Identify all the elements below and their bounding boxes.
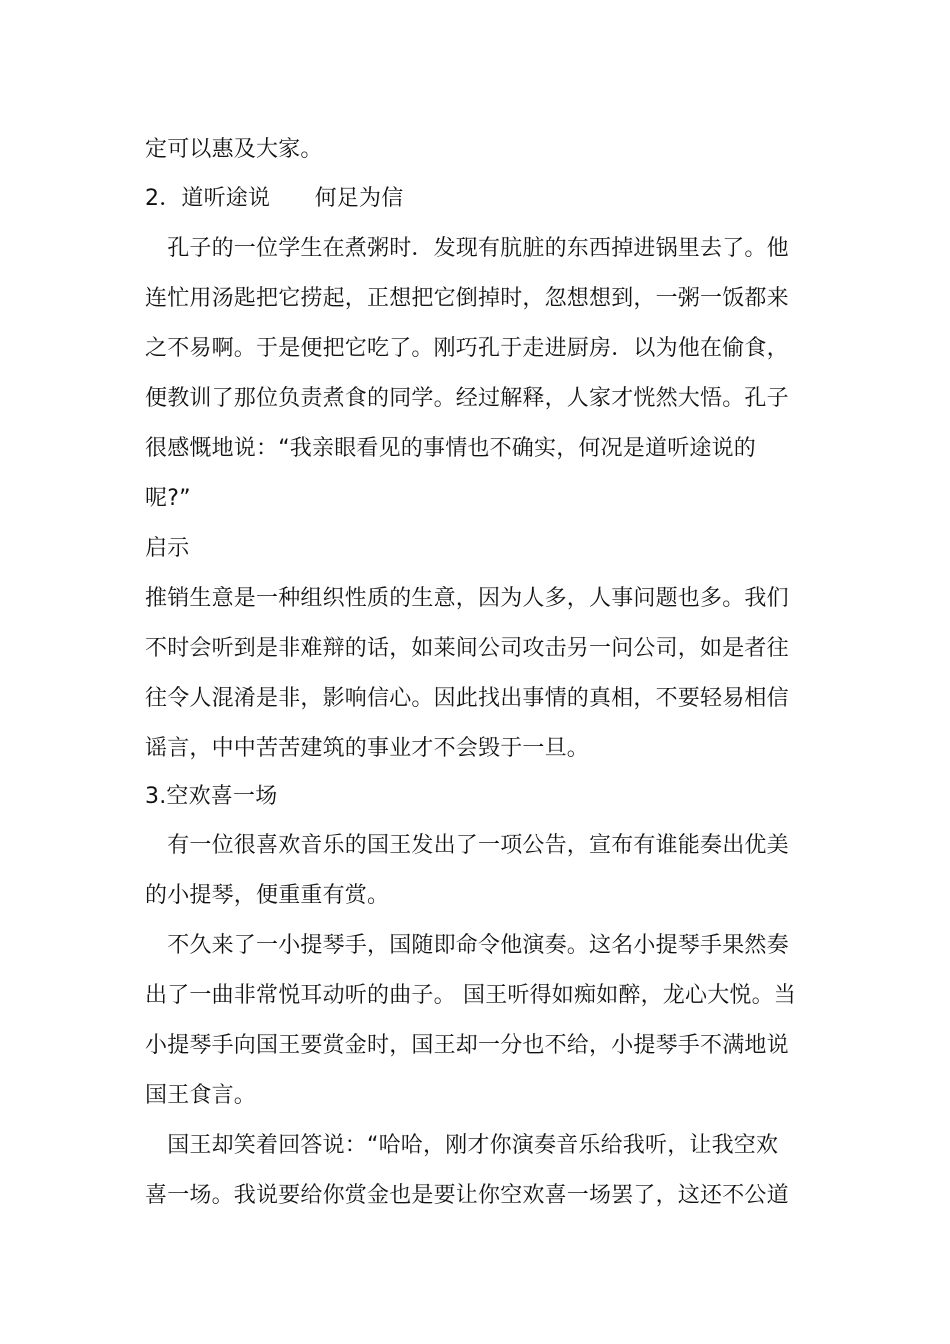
text-line: 孔子的一位学生在煮粥时．发现有肮脏的东西掉进锅里去了。他 — [145, 236, 789, 261]
text-line: 小提琴手向国王要赏金时，国王却一分也不给，小提琴手不满地说 — [145, 1033, 789, 1058]
section-heading: 3.空欢喜一场 — [145, 784, 278, 809]
text-line: 推销生意是一种组织性质的生意，因为人多，人事问题也多。我们 — [145, 586, 789, 611]
text-line: 定可以惠及大家。 — [145, 137, 323, 162]
text-line: 往令人混淆是非，影响信心。因此找出事情的真相，不要轻易相信 — [145, 686, 789, 711]
section-heading: 2．道听途说 何足为信 — [145, 186, 404, 211]
text-line: 不久来了一小提琴手，国随即命令他演奏。这名小提琴手果然奏 — [145, 933, 789, 958]
text-line: 国王却笑着回答说：“哈哈，刚才你演奏音乐给我听，让我空欢 — [145, 1133, 779, 1158]
text-line: 连忙用汤匙把它捞起，正想把它倒掉时，忽想想到，一粥一饭都来 — [145, 286, 789, 311]
text-line: 不时会听到是非难辩的话，如莱间公司攻击另一问公司，如是者往 — [145, 636, 789, 661]
text-line: 谣言，中中苦苦建筑的事业才不会毁于一旦。 — [145, 736, 590, 761]
text-line: 出了一曲非常悦耳动听的曲子。 国王听得如痴如醉，龙心大悦。当 — [145, 983, 796, 1008]
text-line: 国王食言。 — [145, 1083, 257, 1108]
text-line: 呢?” — [145, 486, 191, 511]
text-line: 很感慨地说：“我亲眼看见的事情也不确实，何况是道听途说的 — [145, 436, 756, 461]
text-line: 喜一场。我说要给你赏金也是要让你空欢喜一场罢了，这还不公道 — [145, 1183, 789, 1208]
text-line: 有一位很喜欢音乐的国王发出了一项公告，宣布有谁能奏出优美 — [145, 833, 789, 858]
section-heading: 启示 — [145, 536, 190, 561]
text-line: 之不易啊。于是便把它吃了。刚巧孔于走进厨房．以为他在偷食， — [145, 336, 789, 361]
text-line: 的小提琴，便重重有赏。 — [145, 883, 390, 908]
text-line: 便教训了那位负责煮食的同学。经过解释，人家才恍然大悟。孔子 — [145, 386, 789, 411]
